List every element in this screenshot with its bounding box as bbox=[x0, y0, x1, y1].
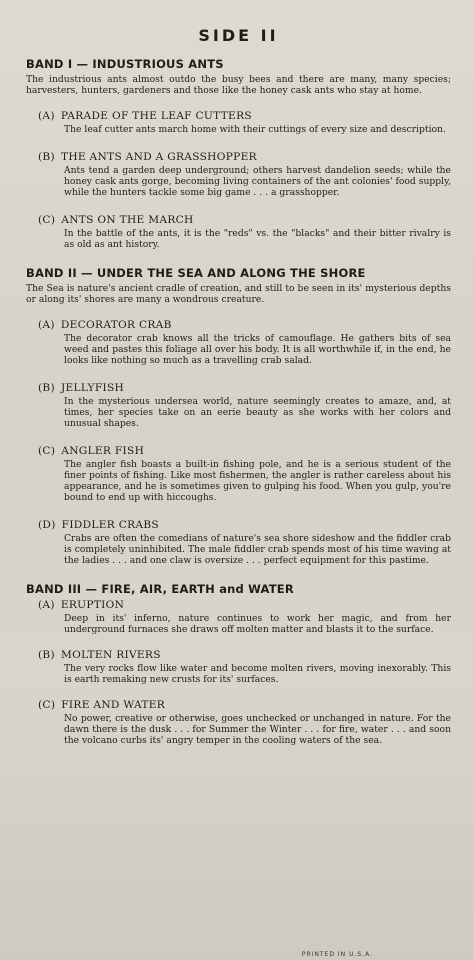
band-2 bbox=[26, 266, 451, 566]
track-description: Crabs are often the comedians of nature's sea shore sideshow and the fiddler crab is completely uninhibited. The male fiddler crab spends most of his time waving at the ladies . . . and one claw is oversize . . . perfect equipment for this pastime. bbox=[64, 533, 451, 566]
track-title: THE ANTS AND A GRASSHOPPER bbox=[60, 151, 257, 163]
track-item bbox=[38, 599, 451, 635]
band-title: BAND III — FIRE, AIR, EARTH and WATER bbox=[26, 582, 294, 596]
track-letter: (A) bbox=[38, 110, 55, 122]
track-description: The very rocks flow like water and become molten rivers, moving inexorably. This is earth remaking new crusts for its' surfaces. bbox=[64, 663, 451, 685]
track-item bbox=[38, 445, 451, 503]
track-description: The decorator crab knows all the tricks of camouflage. He gathers bits of sea weed and pastes this foliage all over his body. It is all worthwhile if, in the end, he looks like nothing so much as a travelling crab salad. bbox=[64, 333, 451, 366]
track-letter: (C) bbox=[38, 699, 56, 711]
band-title: BAND I — INDUSTRIOUS ANTS bbox=[26, 57, 224, 71]
track-description: In the battle of the ants, it is the "reds" vs. the "blacks" and their bitter rivalry is as old as ant history. bbox=[64, 228, 451, 250]
track-item bbox=[38, 649, 451, 685]
track-letter: (B) bbox=[38, 151, 55, 163]
track-title: PARADE OF THE LEAF CUTTERS bbox=[60, 110, 252, 122]
band-description: The Sea is nature's ancient cradle of creation, and still to be seen in its' mysterious depths or along its' shores are many a wondrous creature. bbox=[26, 283, 451, 305]
track-item bbox=[38, 519, 451, 566]
track-letter: (B) bbox=[38, 382, 55, 394]
track-title: FIRE AND WATER bbox=[61, 699, 166, 711]
track-title: MOLTEN RIVERS bbox=[60, 649, 161, 661]
track-item bbox=[38, 151, 451, 198]
track-letter: (A) bbox=[38, 599, 55, 611]
band-title: BAND II — UNDER THE SEA AND ALONG THE SHORE bbox=[26, 266, 366, 280]
side-title: SIDE II bbox=[198, 26, 279, 45]
track-item bbox=[38, 110, 451, 135]
track-item bbox=[38, 382, 451, 429]
track-item bbox=[38, 214, 451, 250]
track-letter: (A) bbox=[38, 319, 55, 331]
band-description: The industrious ants almost outdo the busy bees and there are many, many species; harvesters, hunters, gardeners and those like the honey cask ants who stay at home. bbox=[26, 74, 451, 96]
track-description: The leaf cutter ants march home with their cuttings of every size and description. bbox=[64, 124, 446, 135]
track-title: JELLYFISH bbox=[60, 382, 125, 394]
track-title: FIDDLER CRABS bbox=[61, 519, 159, 531]
track-letter: (B) bbox=[38, 649, 55, 661]
track-title: ANTS ON THE MARCH bbox=[61, 214, 194, 226]
track-title: ANGLER FISH bbox=[61, 445, 145, 457]
band-3 bbox=[26, 582, 451, 746]
track-description: Ants tend a garden deep underground; others harvest dandelion seeds; while the honey cask ants gorge, becoming living containers of the ant colonies' food supply, while the hunters tackle some big game . . . a grasshopper. bbox=[64, 165, 451, 198]
track-description: No power, creative or otherwise, goes unchecked or unchanged in nature. For the dawn there is the dusk . . . for Summer the Winter . . . for fire, water . . . and soon the volcano curbs its' angry temper in the cooling waters of the sea. bbox=[64, 713, 451, 746]
track-letter: (D) bbox=[38, 519, 56, 531]
track-description: Deep in its' inferno, nature continues to work her magic, and from her underground furnaces she draws off molten matter and blasts it to the surface. bbox=[64, 613, 451, 635]
track-title: ERUPTION bbox=[60, 599, 125, 611]
printed-in-usa: PRINTED IN U.S.A. bbox=[301, 951, 373, 958]
band-1 bbox=[26, 57, 451, 250]
track-letter: (C) bbox=[38, 214, 56, 226]
track-item bbox=[38, 699, 451, 746]
track-letter: (C) bbox=[38, 445, 56, 457]
track-description: The angler fish boasts a built-in fishing pole, and he is a serious student of the finer points of fishing. Like most fishermen, the angler is rather careless about his appearance, and he is sometimes given to gulping his food. When you gulp, you're bound to end up with hiccoughs. bbox=[64, 459, 451, 503]
track-title: DECORATOR CRAB bbox=[60, 319, 172, 331]
track-item bbox=[38, 319, 451, 366]
track-description: In the mysterious undersea world, nature seemingly creates to amaze, and, at times, her species take on an eerie beauty as she works with her colors and unusual shapes. bbox=[64, 396, 451, 429]
